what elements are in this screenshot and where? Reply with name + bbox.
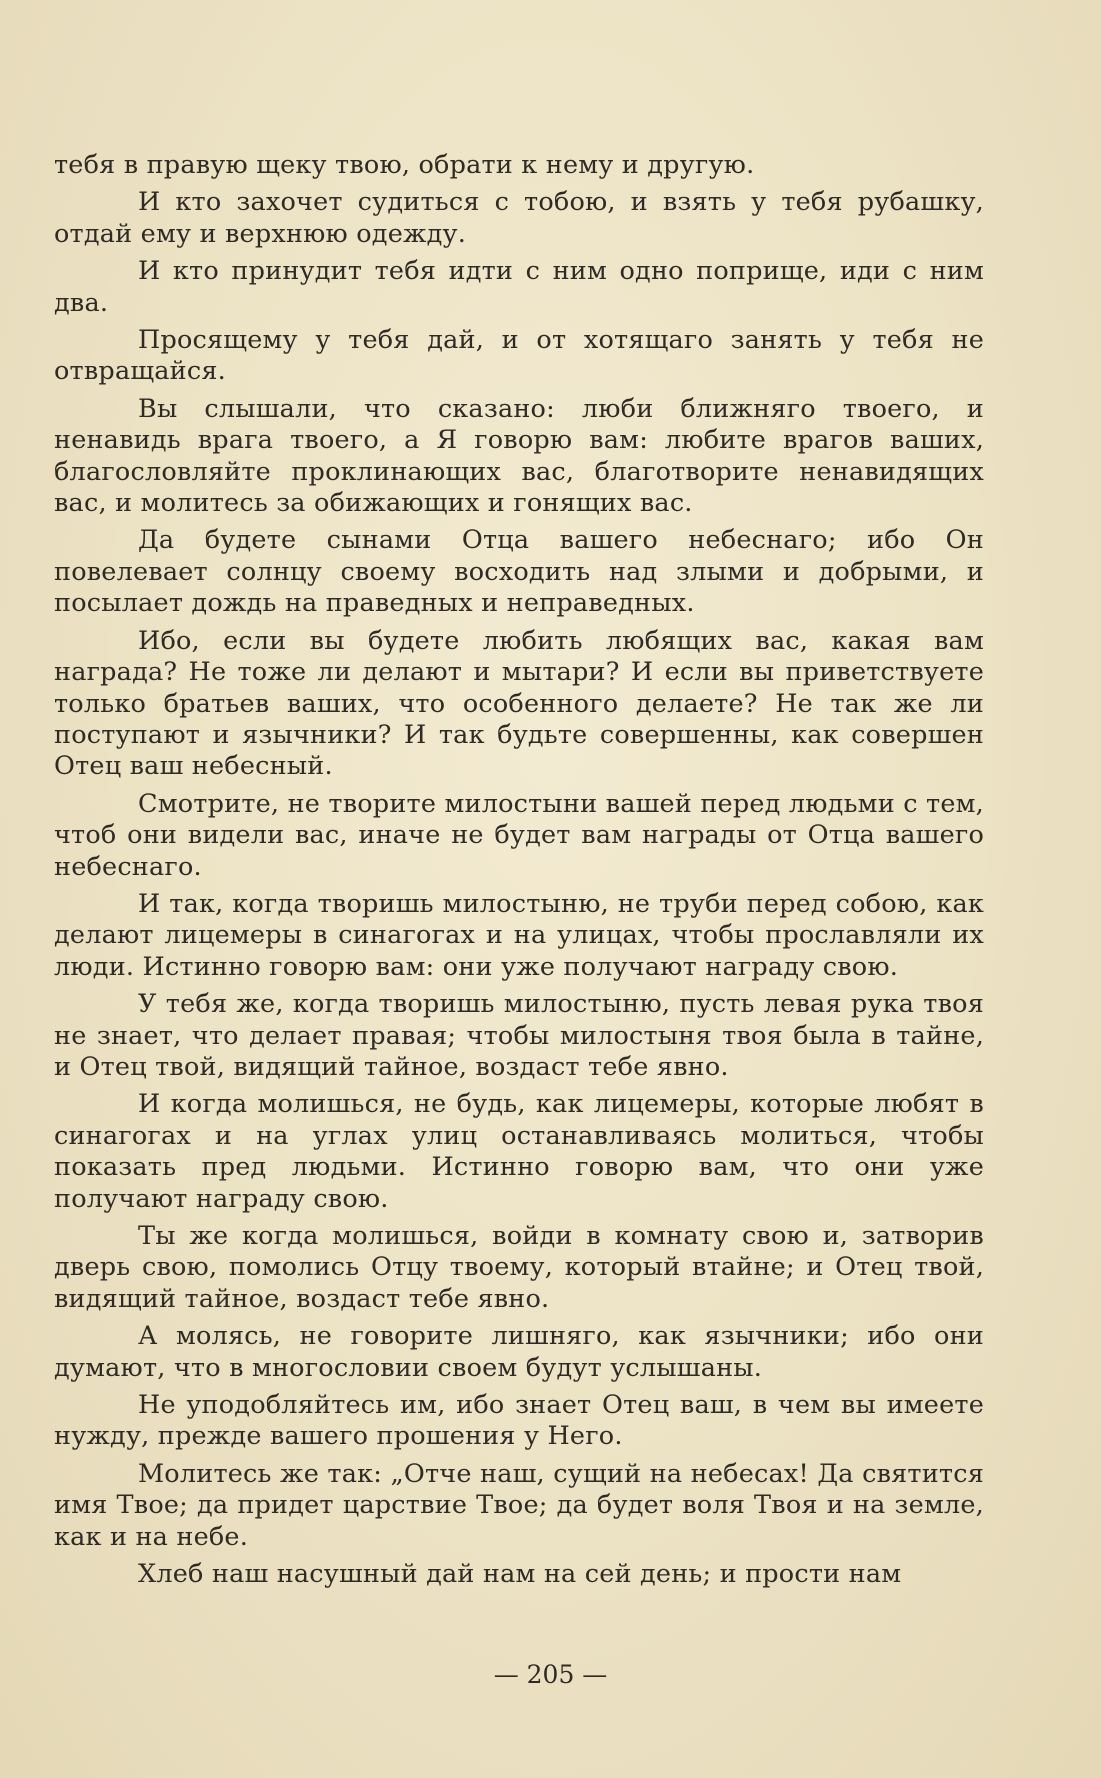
paragraph-13: А молясь, не говорите лишняго, как язычники; ибо они думают, что в многословии своем будут услышаны. xyxy=(54,1321,984,1383)
paragraph-6: Да будете сынами Отца вашего небеснаго; ибо Он повелевает солнцу своему восходить над злыми и добрыми, и посылает дождь на праведных и неправедных. xyxy=(54,525,984,619)
paragraph-3: И кто принудит тебя идти с ним одно поприще, иди с ним два. xyxy=(54,256,984,318)
paragraph-11: И когда молишься, не будь, как лицемеры, которые любят в синагогах и на углах улиц останавливаясь молиться, чтобы показать пред людьми. Истинно говорю вам, что они уже получают награду свою. xyxy=(54,1089,984,1214)
paragraph-7: Ибо, если вы будете любить любящих вас, какая вам награда? Не тоже ли делают и мытари? И если вы приветствуете только братьев ваших, что особенного делаете? Не так же ли поступают и язычники? И так будьте совершенны, как совершен Отец ваш небесный. xyxy=(54,625,984,782)
paragraph-1: тебя в правую щеку твою, обрати к нему и другую. xyxy=(54,150,755,180)
page-body xyxy=(54,150,984,1596)
paragraph-9: И так, когда творишь милостыню, не труби перед собою, как делают лицемеры в синагогах и на улицах, чтобы прославляли их люди. Истинно говорю вам: они уже получают награду свою. xyxy=(54,888,984,982)
paragraph-5: Вы слышали, что сказано: люби ближняго твоего, и ненавидь врага твоего, а Я говорю вам: любите врагов ваших, благословляйте проклинающих вас, благотворите ненавидящих вас, и молитесь за обижающих и гонящих вас. xyxy=(54,393,984,519)
paragraph-2: И кто захочет судиться с тобою, и взять у тебя рубашку, отдай ему и верхнюю одежду. xyxy=(54,187,984,249)
paragraph-4: Просящему у тебя дай, и от хотящаго занять у тебя не отвращайся. xyxy=(54,325,984,387)
paragraph-10: У тебя же, когда творишь милостыню, пусть левая рука твоя не знает, что делает правая; чтобы милостыня твоя была в тайне, и Отец твой, видящий тайное, воздаст тебе явно. xyxy=(54,989,984,1082)
page-number: — 205 — xyxy=(493,1660,608,1689)
paragraph-16: Хлеб наш насушный дай нам на сей день; и прости нам xyxy=(138,1559,902,1590)
paragraph-14: Не уподобляйтесь им, ибо знает Отец ваш, в чем вы имеете нужду, прежде вашего прошения у Него. xyxy=(54,1390,984,1452)
paragraph-12: Ты же когда молишься, войди в комнату свою и, затворив дверь свою, помолись Отцу твоему, который втайне; и Отец твой, видящий тайное, воздаст тебе явно. xyxy=(54,1221,984,1314)
paragraph-15: Молитесь же так: „Отче наш, сущий на небесах! Да святится имя Твое; да придет царствие Твое; да будет воля Твоя и на земле, как и на небе. xyxy=(54,1458,984,1552)
paragraph-8: Смотрите, не творите милостыни вашей перед людьми с тем, чтоб они видели вас, иначе не будет вам награды от Отца вашего небеснаго. xyxy=(54,788,984,882)
